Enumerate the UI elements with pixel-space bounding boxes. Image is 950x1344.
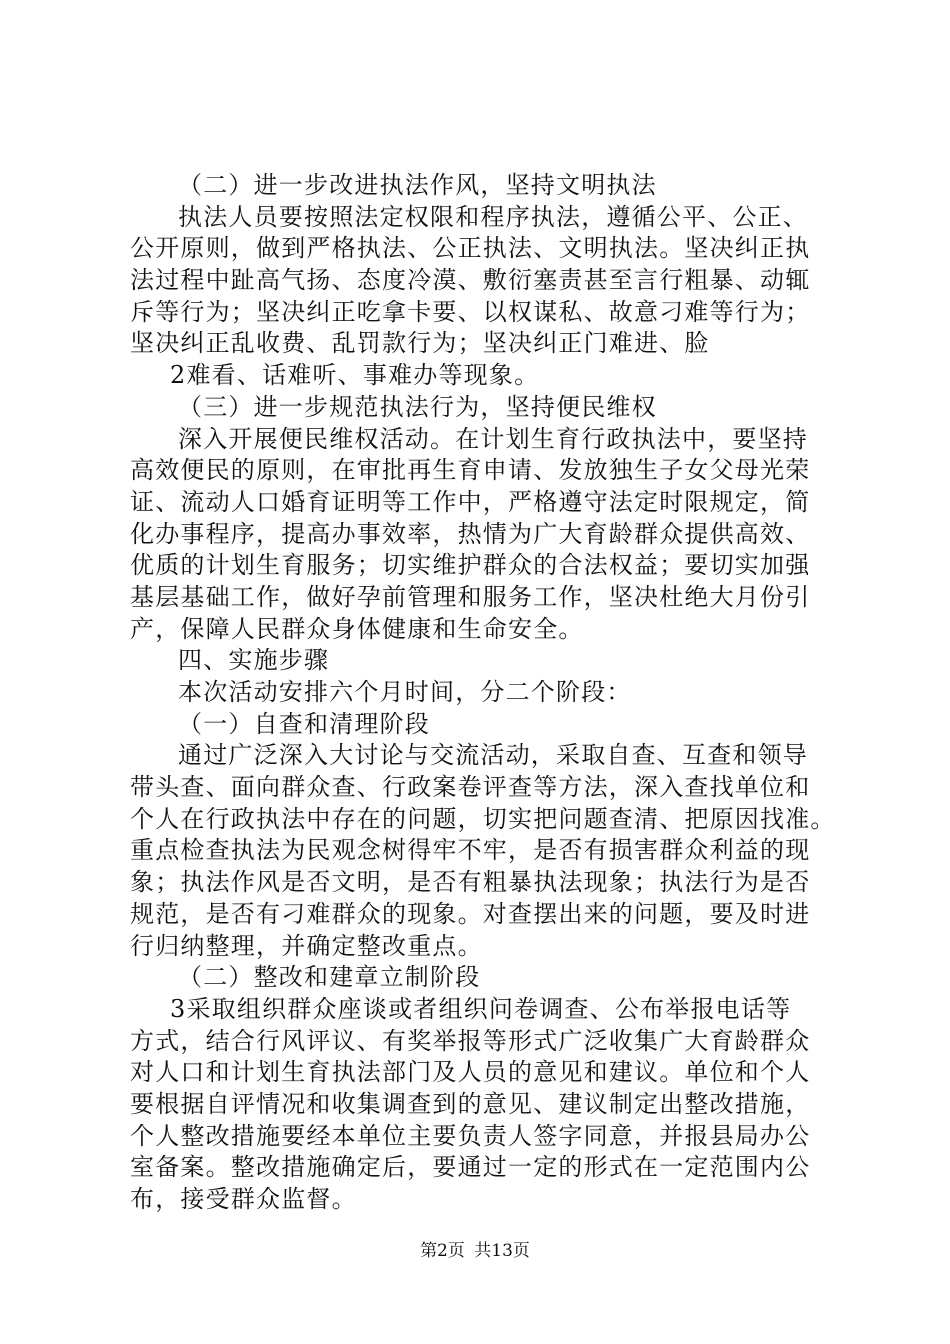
text-line: （二）整改和建章立制阶段 — [178, 963, 481, 992]
page-footer — [0, 1240, 950, 1262]
text-line: （二）进一步改进执法作风，坚持文明执法 — [178, 171, 657, 199]
text-line: 2难看、话难听、事难办等现象。 — [170, 361, 540, 390]
text-line: 要根据自评情况和收集调查到的意见、建议制定出整改措施， — [130, 1089, 811, 1118]
text-line: 公开原则，做到严格执法、公正执法、文明执法。坚决纠正执 — [130, 234, 811, 263]
text-line: 法过程中趾高气扬、态度冷漠、敷衍塞责甚至言行粗暴、动辄 — [130, 266, 811, 295]
page-number: 第2页 — [420, 1241, 465, 1261]
text-line: 通过广泛深入大讨论与交流活动，采取自查、互查和领导 — [178, 741, 808, 770]
text-line: 高效便民的原则，在审批再生育申请、发放独生子女父母光荣 — [130, 456, 811, 485]
text-line: 方式，结合行风评议、有奖举报等形式广泛收集广大育龄群众 — [130, 1026, 811, 1055]
text-line: 布，接受群众监督。 — [130, 1185, 357, 1213]
text-line: 基层基础工作，做好孕前管理和服务工作，坚决杜绝大月份引 — [130, 582, 811, 611]
text-line: 带头查、面向群众查、行政案卷评查等方法，深入查找单位和 — [130, 773, 811, 802]
text-line: 室备案。整改措施确定后，要通过一定的形式在一定范围内公 — [130, 1153, 811, 1182]
text-line: 个人整改措施要经本单位主要负责人签字同意，并报县局办公 — [130, 1121, 811, 1150]
text-line: 证、流动人口婚育证明等工作中，严格遵守法定时限规定，简 — [130, 487, 811, 516]
page-total: 共13页 — [474, 1241, 530, 1261]
text-line: 产，保障人民群众身体健康和生命安全。 — [130, 614, 584, 643]
text-line: 四、实施步骤 — [178, 646, 330, 675]
text-line: （三）进一步规范执法行为，坚持便民维权 — [178, 392, 657, 421]
text-line: 本次活动安排六个月时间，分二个阶段： — [178, 678, 632, 706]
text-line: 对人口和计划生育执法部门及人员的意见和建议。单位和个人 — [130, 1058, 811, 1087]
text-line: 3采取组织群众座谈或者组织问卷调查、公布举报电话等 — [170, 994, 792, 1023]
text-line: 规范，是否有刁难群众的现象。对查摆出来的问题，要及时进 — [130, 899, 811, 928]
text-line: 个人在行政执法中存在的问题，切实把问题查清、把原因找准。 — [130, 804, 836, 833]
document-body — [130, 170, 836, 1216]
text-line: 坚决纠正乱收费、乱罚款行为；坚决纠正门难进、脸 — [130, 329, 710, 358]
text-line: 重点检查执法为民观念树得牢不牢，是否有损害群众利益的现 — [130, 836, 811, 865]
text-line: 深入开展便民维权活动。在计划生育行政执法中，要坚持 — [178, 424, 808, 453]
text-line: （一）自查和清理阶段 — [178, 709, 430, 738]
text-line: 行归纳整理，并确定整改重点。 — [130, 931, 483, 960]
text-line: 象；执法作风是否文明，是否有粗暴执法现象；执法行为是否 — [130, 868, 811, 897]
text-line: 优质的计划生育服务；切实维护群众的合法权益；要切实加强 — [130, 551, 811, 580]
text-line: 化办事程序，提高办事效率，热情为广大育龄群众提供高效、 — [130, 519, 811, 548]
text-line: 斥等行为；坚决纠正吃拿卡要、以权谋私、故意刁难等行为； — [130, 297, 811, 326]
text-line: 执法人员要按照法定权限和程序执法，遵循公平、公正、 — [178, 202, 808, 231]
